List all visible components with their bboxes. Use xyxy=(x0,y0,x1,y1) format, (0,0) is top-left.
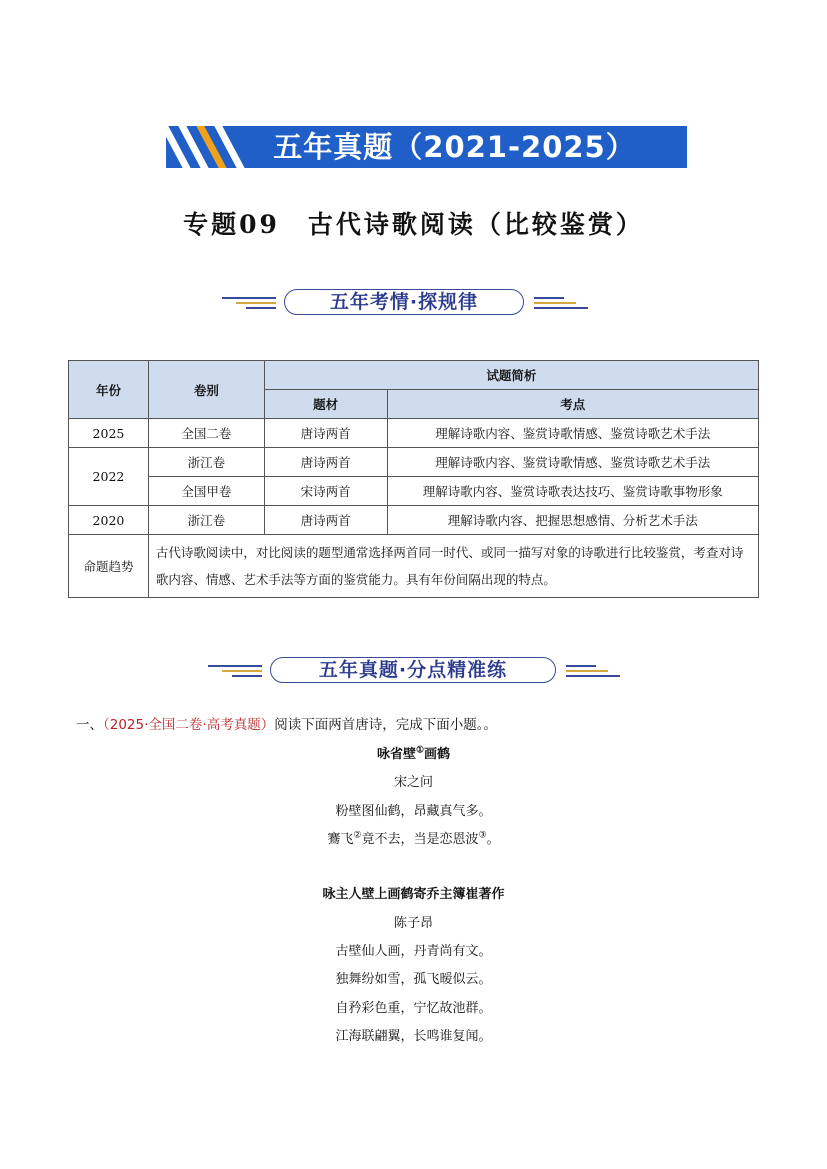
table-row xyxy=(69,419,759,448)
section-heading-trends xyxy=(222,289,588,315)
decor-lines-right xyxy=(566,663,620,677)
poem-text: 鶱飞 xyxy=(327,832,354,847)
poem1-title xyxy=(0,743,827,762)
poem2-line: 古壁仙人画，丹青尚有文。 xyxy=(335,944,492,959)
cell-year: 2022 xyxy=(69,448,149,506)
poem1-title-part: 画鹤 xyxy=(424,747,451,762)
poem2-line: 江海联翩翼，长鸣谁复闻。 xyxy=(335,1029,492,1044)
decor-lines-left xyxy=(222,295,276,309)
header-year: 年份 xyxy=(69,361,149,419)
poem1-title-part: 咏省壁 xyxy=(376,747,416,762)
cell-trend-label: 命题趋势 xyxy=(69,535,149,598)
table-row xyxy=(69,506,759,535)
cell-topic: 宋诗两首 xyxy=(264,477,387,506)
poem2-title: 咏主人壁上画鹤寄乔主簿崔著作 xyxy=(322,887,505,902)
poem-text: 竟不去，当是恋恩波 xyxy=(361,832,479,847)
poem2-line: 自矜彩色重，宁忆故池群。 xyxy=(335,1001,492,1016)
question-header xyxy=(76,713,497,733)
table-row xyxy=(69,448,759,477)
poem1-line: 粉壁图仙鹤，昂藏真气多。 xyxy=(335,804,492,819)
question-number: 一、 xyxy=(76,717,103,733)
header-analysis: 试题简析 xyxy=(264,361,758,390)
poem-text: 。 xyxy=(486,832,500,847)
section-label: 五年真题·分点精准练 xyxy=(270,657,556,683)
title-banner xyxy=(166,126,687,168)
table-row xyxy=(69,477,759,506)
cell-paper: 全国二卷 xyxy=(148,419,264,448)
cell-points: 理解诗歌内容、鉴赏诗歌情感、鉴赏诗歌艺术手法 xyxy=(387,448,758,477)
document-title: 专题09 古代诗歌阅读（比较鉴赏） xyxy=(183,210,644,239)
footnote-marker: ③ xyxy=(478,830,487,841)
poem1-author: 宋之问 xyxy=(393,775,433,790)
cell-paper: 浙江卷 xyxy=(148,506,264,535)
poem2-author: 陈子昂 xyxy=(393,916,433,931)
banner-text: 五年真题（2021-2025） xyxy=(273,130,636,164)
cell-year: 2025 xyxy=(69,419,149,448)
section-heading-practice xyxy=(208,657,620,683)
cell-points: 理解诗歌内容、鉴赏诗歌表达技巧、鉴赏诗歌事物形象 xyxy=(387,477,758,506)
cell-topic: 唐诗两首 xyxy=(264,448,387,477)
table-row-trend xyxy=(69,535,759,598)
cell-points: 理解诗歌内容、把握思想感情、分析艺术手法 xyxy=(387,506,758,535)
exam-statistics-table xyxy=(68,360,759,598)
question-instruction: 阅读下面两首唐诗，完成下面小题。。 xyxy=(274,717,497,733)
poem2-line: 独舞纷如雪，孤飞暧似云。 xyxy=(335,972,492,987)
header-points: 考点 xyxy=(387,390,758,419)
cell-trend-text: 古代诗歌阅读中，对比阅读的题型通常选择两首同一时代、或同一描写对象的诗歌进行比较鉴赏，考查对诗歌内容、情感、艺术手法等方面的鉴赏能力。具有年份间隔出现的特点。 xyxy=(148,535,758,598)
decor-lines-left xyxy=(208,663,262,677)
footnote-marker: ② xyxy=(353,830,362,841)
cell-paper: 浙江卷 xyxy=(148,448,264,477)
footnote-marker: ① xyxy=(415,745,425,756)
decor-lines-right xyxy=(534,295,588,309)
cell-topic: 唐诗两首 xyxy=(264,506,387,535)
cell-points: 理解诗歌内容、鉴赏诗歌情感、鉴赏诗歌艺术手法 xyxy=(387,419,758,448)
section-label: 五年考情·探规律 xyxy=(284,289,524,315)
header-topic: 题材 xyxy=(264,390,387,419)
question-source: （2025·全国二卷·高考真题） xyxy=(103,717,275,733)
header-paper: 卷别 xyxy=(148,361,264,419)
cell-topic: 唐诗两首 xyxy=(264,419,387,448)
poem1-line xyxy=(0,828,827,847)
cell-paper: 全国甲卷 xyxy=(148,477,264,506)
cell-year: 2020 xyxy=(69,506,149,535)
